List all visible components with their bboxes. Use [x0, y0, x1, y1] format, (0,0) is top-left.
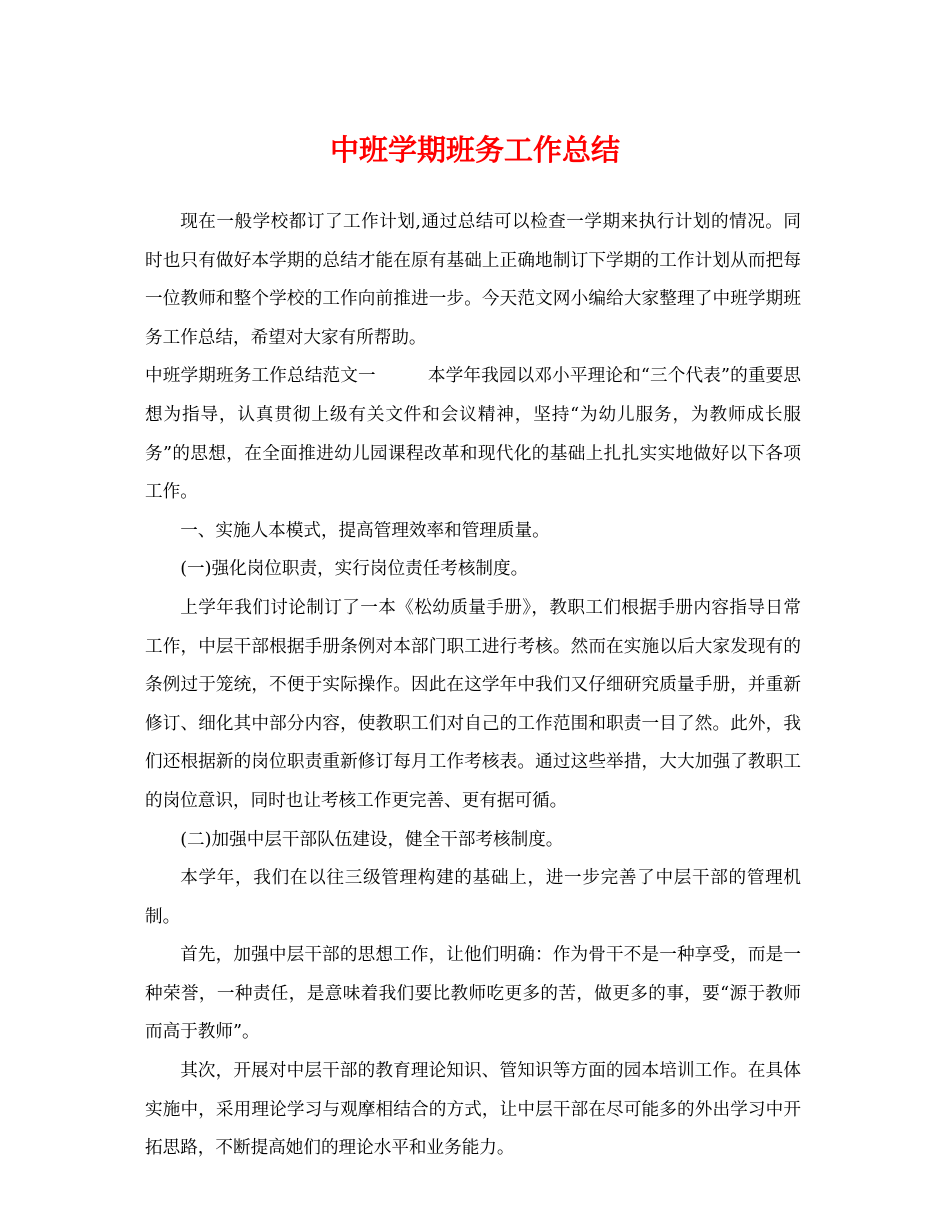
essay-first-text: 本学年我园以邓小平理论和“三个代表”的重要思想为指导，认真贯彻上级有关文件和会议精神，坚持“为幼儿服务，为教师成长服务”的思想，在全面推进幼儿园课程改革和现代化的基础上扎扎实实地做好以下各项工作。: [145, 366, 801, 503]
body-paragraph: 上学年我们讨论制订了一本《松幼质量手册》，教职工们根据手册内容指导日常工作，中层干部根据手册条例对本部门职工进行考核。然而在实施以后大家发现有的条例过于笼统，不便于实际操作。因此在这学年中我们又仔细研究质量手册，并重新修订、细化其中部分内容，使教职工们对自己的工作范围和职责一目了然。此外，我们还根据新的岗位职责重新修订每月工作考核表。通过这些举措，大大加强了教职工的岗位意识，同时也让考核工作更完善、更有据可循。: [145, 597, 801, 811]
document-body: [145, 203, 801, 1168]
section-heading-1: 一、实施人本模式，提高管理效率和管理质量。: [180, 520, 550, 541]
body-paragraph: 其次，开展对中层干部的教育理论知识、管知识等方面的园本培训工作。在具体实施中，采用理论学习与观摩相结合的方式，让中层干部在尽可能多的外出学习中开拓思路，不断提高她们的理论水平和业务能力。: [145, 1061, 801, 1159]
essay-label: 中班学期班务工作总结范文一: [145, 366, 376, 387]
body-paragraph: 本学年，我们在以往三级管理构建的基础上，进一步完善了中层干部的管理机制。: [145, 868, 801, 927]
intro-paragraph: 现在一般学校都订了工作计划,通过总结可以检查一学期来执行计划的情况。同时也只有做好本学期的总结才能在原有基础上正确地制订下学期的工作计划从而把每一位教师和整个学校的工作向前推进一步。今天范文网小编给大家整理了中班学期班务工作总结，希望对大家有所帮助。: [145, 212, 801, 348]
essay-first-paragraph: [145, 357, 801, 511]
subsection-heading-1: (一)强化岗位职责，实行岗位责任考核制度。: [180, 559, 529, 580]
subsection-heading-2: (二)加强中层干部队伍建设，健全干部考核制度。: [180, 829, 564, 850]
body-paragraph: 首先，加强中层干部的思想工作，让他们明确：作为骨干不是一种享受，而是一种荣誉，一种责任，是意味着我们要比教师吃更多的苦，做更多的事，要“源于教师而高于教师”。: [145, 945, 801, 1043]
document-title: 中班学期班务工作总结: [329, 133, 620, 167]
